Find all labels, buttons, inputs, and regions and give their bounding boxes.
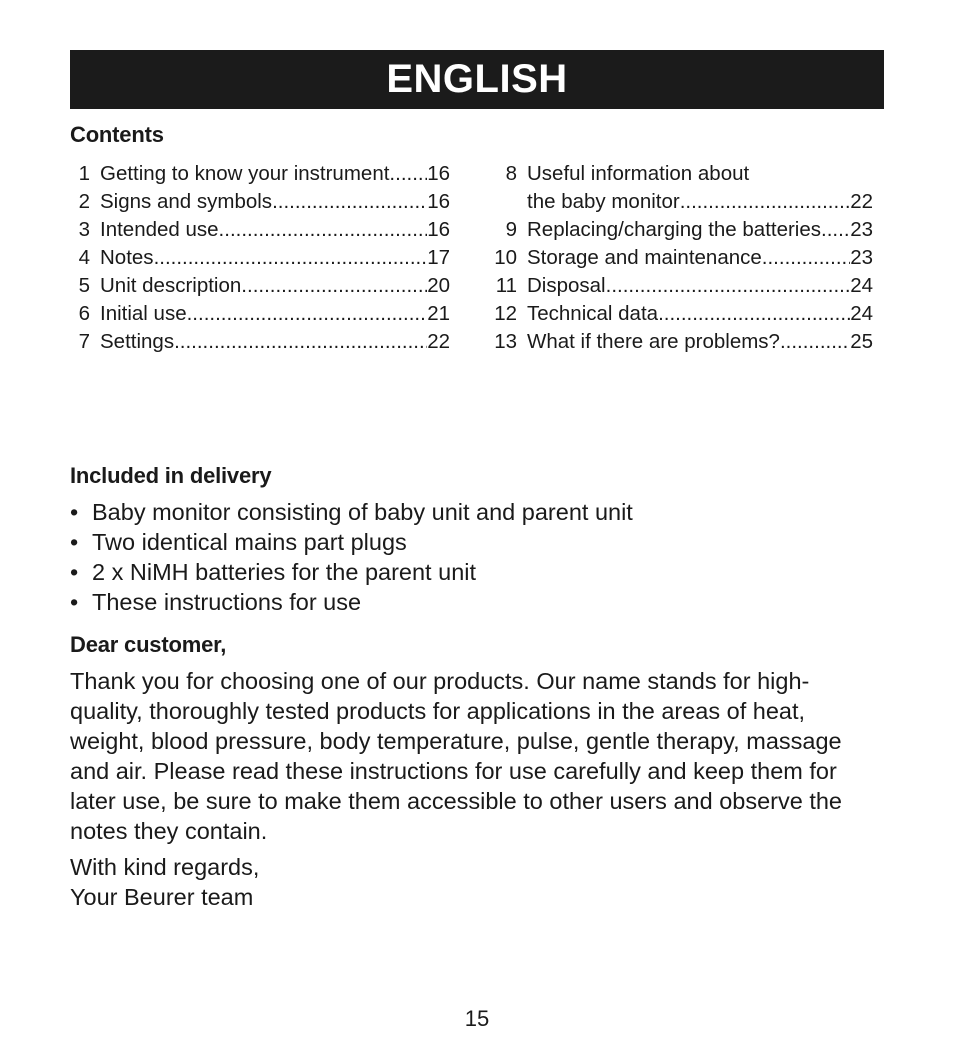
toc-right-column: [492, 160, 873, 356]
toc-item[interactable]: [70, 216, 450, 244]
toc-left-column: [70, 160, 450, 356]
toc-item-title: Initial use: [100, 302, 187, 325]
toc-item-title: Settings: [100, 330, 175, 353]
toc-item-number: 6: [78, 302, 90, 325]
delivery-list: [70, 497, 633, 617]
list-item: [70, 557, 633, 587]
toc-item[interactable]: [70, 160, 450, 188]
toc-leader-dots: [154, 244, 428, 272]
contents-heading: Contents: [70, 122, 164, 147]
toc-item[interactable]: [492, 272, 873, 300]
toc-item-page: 23: [850, 218, 873, 241]
bullet-icon: •: [70, 529, 79, 555]
language-banner: ENGLISH: [70, 50, 884, 109]
toc-item-number: 13: [494, 330, 517, 353]
toc-leader-dots: [658, 300, 850, 328]
toc-item[interactable]: [70, 188, 450, 216]
toc-leader-dots: [174, 328, 427, 356]
toc-item-title: Unit description: [100, 274, 242, 297]
toc-item[interactable]: [492, 328, 873, 356]
toc-leader-dots: [821, 216, 850, 244]
closing-line: With kind regards,: [70, 854, 260, 880]
toc-item-number: 8: [505, 162, 517, 185]
toc-item-page: 16: [427, 190, 450, 213]
toc-item-number: 12: [494, 302, 517, 325]
bullet-icon: •: [70, 589, 79, 615]
list-item-text: These instructions for use: [92, 589, 362, 615]
toc-leader-dots: [762, 244, 850, 272]
toc-leader-dots: [272, 188, 427, 216]
toc-item-continuation[interactable]: [492, 188, 873, 216]
toc-leader-dots: [219, 216, 428, 244]
toc-item-title: Storage and maintenance: [527, 246, 762, 269]
toc-item[interactable]: [70, 300, 450, 328]
list-item-text: Two identical mains part plugs: [92, 529, 407, 555]
bullet-icon: •: [70, 559, 79, 585]
toc-item[interactable]: [70, 272, 450, 300]
toc-leader-dots: [389, 160, 427, 188]
toc-item-title: Getting to know your instrument: [100, 162, 390, 185]
toc-item[interactable]: [492, 244, 873, 272]
toc-item-number: 11: [495, 274, 517, 297]
list-item-text: Baby monitor consisting of baby unit and parent unit: [92, 499, 633, 525]
toc-item-number: 5: [78, 274, 90, 297]
toc-item-number: 10: [494, 246, 517, 269]
toc-leader-dots: [187, 300, 428, 328]
toc-item[interactable]: [492, 216, 873, 244]
toc-item-page: 24: [850, 274, 873, 297]
toc-item-number: 4: [78, 246, 90, 269]
toc-leader-dots: [606, 272, 851, 300]
toc-leader-dots: [680, 188, 850, 216]
toc-item-page: 24: [850, 302, 873, 325]
toc-item-title: the baby monitor: [527, 190, 680, 213]
toc-item-page: 16: [427, 218, 450, 241]
signature-line: Your Beurer team: [70, 884, 254, 910]
list-item: [70, 587, 633, 617]
toc-item-page: 20: [427, 274, 450, 297]
toc-item-number: 2: [78, 190, 90, 213]
toc-item-page: 16: [427, 162, 450, 185]
bullet-icon: •: [70, 499, 79, 525]
toc-item-page: 25: [850, 330, 873, 353]
toc-item-title: Signs and symbols: [100, 190, 273, 213]
toc-item[interactable]: [492, 300, 873, 328]
toc-item-page: 17: [427, 246, 450, 269]
toc-item-title: Useful information about: [527, 162, 750, 185]
toc-leader-dots: [241, 272, 427, 300]
toc-item[interactable]: [70, 244, 450, 272]
toc-leader-dots: [780, 328, 850, 356]
customer-heading: Dear customer,: [70, 632, 227, 657]
toc-item-title: Disposal: [527, 274, 606, 297]
toc-item[interactable]: [492, 160, 873, 188]
page-number: 15: [464, 1006, 490, 1031]
toc-item-page: 22: [427, 330, 450, 353]
toc-item-number: 1: [78, 162, 90, 185]
toc-item-title: What if there are problems?: [527, 330, 780, 353]
toc-item-number: 7: [78, 330, 90, 353]
toc-item-title: Intended use: [100, 218, 219, 241]
toc-item-page: 22: [850, 190, 873, 213]
toc-item-title: Replacing/charging the batteries: [527, 218, 822, 241]
list-item-text: 2 x NiMH batteries for the parent unit: [92, 559, 477, 585]
toc-item-title: Technical data: [527, 302, 659, 325]
toc-item-page: 23: [850, 246, 873, 269]
toc-item-number: 9: [505, 218, 517, 241]
list-item: [70, 497, 633, 527]
toc-item-page: 21: [427, 302, 450, 325]
toc-item[interactable]: [70, 328, 450, 356]
toc-item-number: 3: [78, 218, 90, 241]
toc-item-title: Notes: [100, 246, 154, 269]
delivery-heading: Included in delivery: [70, 463, 272, 488]
toc-item-number: [492, 188, 517, 216]
list-item: [70, 527, 633, 557]
closing-block: [70, 852, 870, 912]
customer-body: Thank you for choosing one of our products. Our name stands for high-quality, thoroughly tested products for applications in the areas of heat, weight, blood pressure, body temperature, pulse, gentle therapy, massage and air. Please read these instructions for use carefully and keep them for later use, be sure to make them accessible to other users and observe the notes they contain.: [70, 668, 843, 844]
